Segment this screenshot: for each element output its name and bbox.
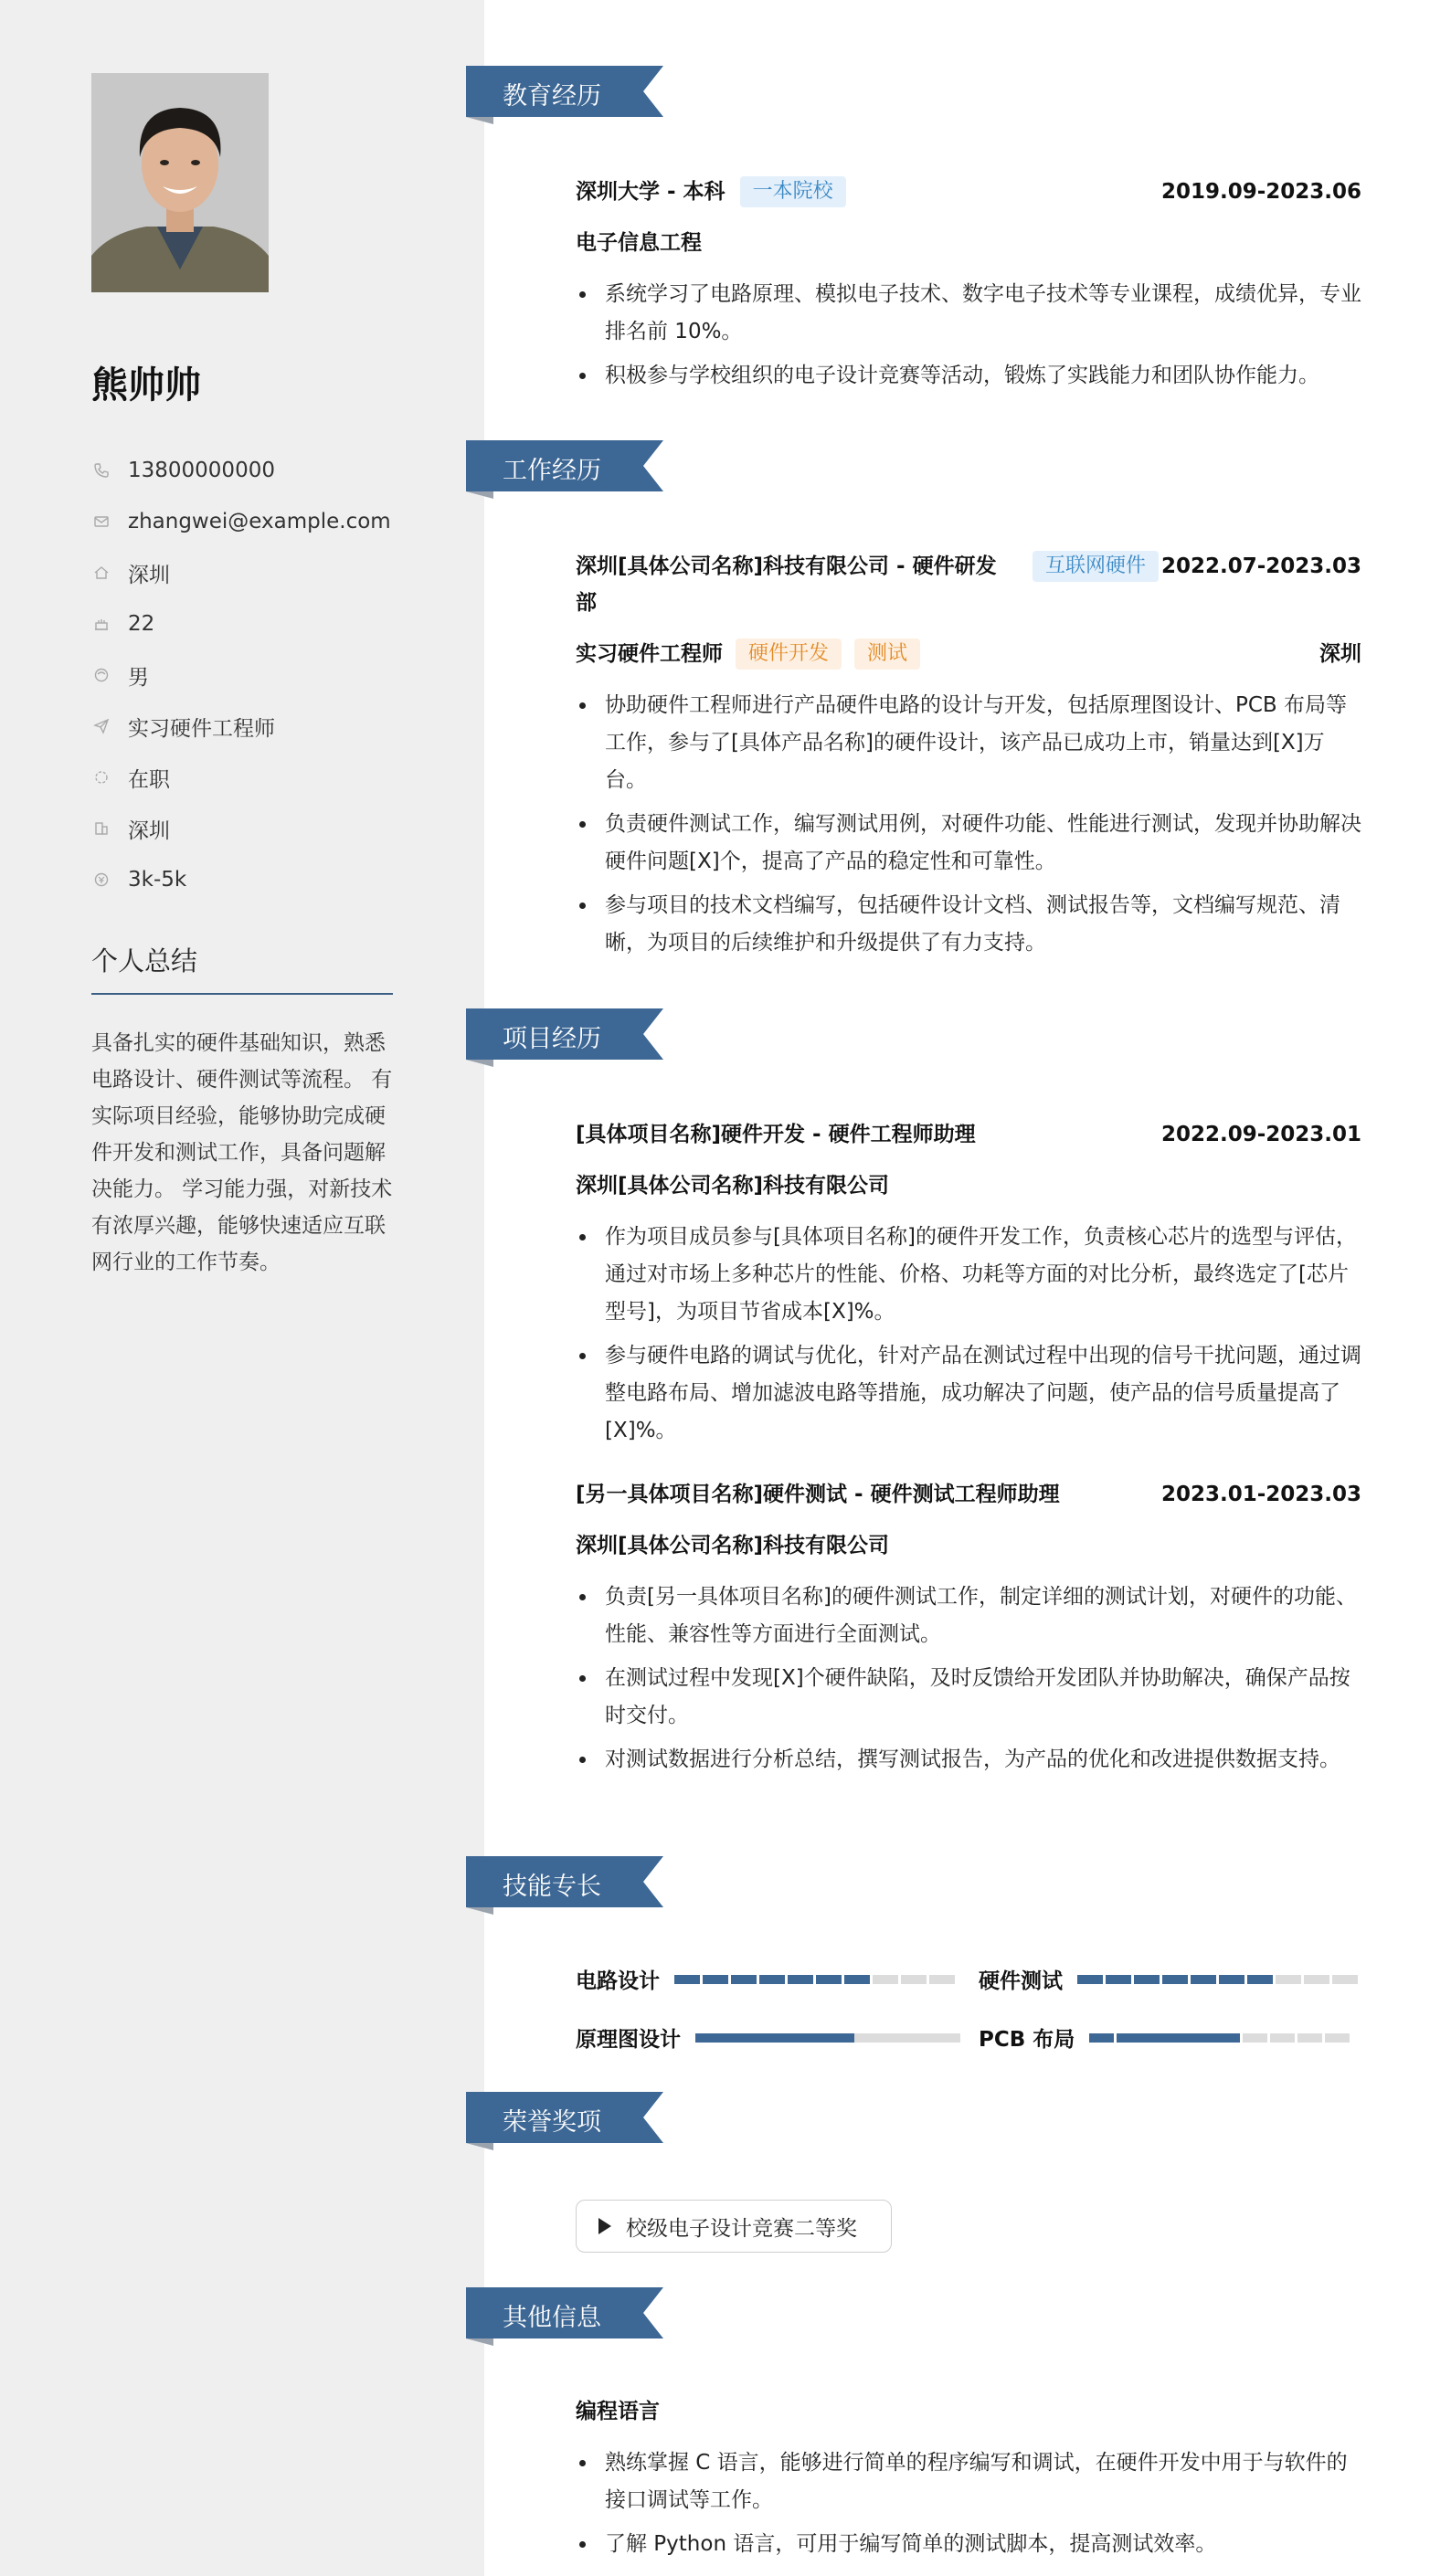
info-phone [91, 445, 391, 496]
education-bullets [576, 276, 1361, 401]
skill-bar-segment-filled [1247, 1975, 1273, 1984]
section-title-project: 项目经历 [466, 1008, 667, 1060]
section-title-skills: 技能专长 [466, 1856, 667, 1907]
cake-icon [91, 614, 111, 634]
skill-bar-segment-filled [788, 1975, 813, 1984]
other-bullets [576, 2444, 1361, 2570]
info-text: 13800000000 [128, 459, 275, 482]
skill-bar-segment-filled [1141, 2033, 1166, 2043]
info-text: 实习硬件工程师 [128, 716, 275, 741]
info-text: 男 [128, 665, 149, 690]
list-item: 在测试过程中发现[X]个硬件缺陷，及时反馈给开发团队并协助解决，确保产品按时交付。 [576, 1660, 1361, 1735]
skill-bar-segment-filled [703, 1975, 728, 1984]
info-salary [91, 854, 391, 905]
skill-bar [695, 2033, 960, 2043]
skill-bar-segment-filled [1077, 1975, 1103, 1984]
skill-bar-segment-empty [1276, 1975, 1301, 1984]
skill-bar [674, 1975, 958, 1984]
skill-item [576, 2022, 960, 2053]
skill-bar-segment-filled [759, 1975, 785, 1984]
skill-bar-segment-filled [1106, 1975, 1131, 1984]
skill-bar-segment-filled [674, 1975, 700, 1984]
skill-item [576, 1964, 958, 1994]
home-icon [91, 563, 111, 583]
project-company: 深圳[具体公司名称]科技有限公司 [576, 1534, 890, 1557]
info-age [91, 598, 391, 649]
skill-bar-segment-empty [1325, 2033, 1350, 2043]
job-role: 实习硬件工程师 [576, 642, 723, 666]
work-bullets [576, 687, 1361, 968]
building-icon [91, 818, 111, 839]
info-text: 22 [128, 612, 155, 636]
role-tag: 测试 [854, 639, 920, 670]
skill-item [979, 2022, 1352, 2053]
project-header [576, 1116, 1361, 1153]
phone-icon [91, 460, 111, 480]
work-location: 深圳 [1319, 642, 1361, 666]
candidate-name: 熊帅帅 [91, 364, 201, 406]
skill-bar-segment-empty [873, 1975, 898, 1984]
main-content [484, 0, 1451, 2576]
gender-icon [91, 665, 111, 685]
project-title: [具体项目名称]硬件开发 - 硬件工程师助理 [576, 1123, 976, 1146]
skill-bar-segment-filled [1215, 2033, 1240, 2043]
project-bullets [576, 1578, 1361, 1785]
divider [91, 993, 393, 995]
skill-name: 电路设计 [576, 1969, 660, 1993]
section-title-awards: 荣誉奖项 [466, 2092, 667, 2143]
skill-bar-segment-empty [1304, 1975, 1329, 1984]
summary-title: 个人总结 [91, 945, 198, 977]
status-icon [91, 767, 111, 787]
award-item[interactable] [576, 2200, 892, 2253]
skill-name: PCB 布局 [979, 2028, 1075, 2052]
info-gender [91, 649, 391, 701]
major: 电子信息工程 [576, 231, 702, 255]
skill-bar-segment-filled [1191, 2033, 1215, 2043]
section-title-other: 其他信息 [466, 2287, 667, 2338]
info-city [91, 547, 391, 598]
list-item: 积极参与学校组织的电子设计竞赛等活动，锻炼了实践能力和团队协作能力。 [576, 357, 1361, 395]
skill-bar-segment-empty [901, 1975, 927, 1984]
sidebar [0, 0, 484, 2576]
play-icon [598, 2218, 611, 2234]
award-text: 校级电子设计竞赛二等奖 [626, 2216, 857, 2241]
skill-bar-segment-filled [1166, 2033, 1191, 2043]
list-item: 熟练掌握 C 语言，能够进行简单的程序编写和调试，在硬件开发中用于与软件的接口调试等工作。 [576, 2444, 1361, 2519]
skill-bar-fill [695, 2033, 854, 2043]
info-text: zhangwei@example.com [128, 510, 391, 533]
skill-bar-segment-empty [1243, 2033, 1267, 2043]
contact-info-list [91, 445, 391, 905]
money-icon [91, 870, 111, 890]
info-text: 3k-5k [128, 868, 187, 892]
skill-bar-segment-filled [731, 1975, 757, 1984]
project-bullets [576, 1219, 1361, 1456]
school-tag: 一本院校 [740, 176, 846, 207]
info-status [91, 752, 391, 803]
project-title: [另一具体项目名称]硬件测试 - 硬件测试工程师助理 [576, 1483, 1060, 1506]
avatar [91, 73, 269, 292]
project-header [576, 1476, 1361, 1513]
skill-bar-segment-empty [1297, 2033, 1322, 2043]
skill-bar-segment-filled [816, 1975, 842, 1984]
other-title: 编程语言 [576, 2400, 660, 2423]
education-header [576, 174, 1361, 210]
section-title-education: 教育经历 [466, 66, 667, 117]
skill-item [979, 1964, 1361, 1994]
list-item: 系统学习了电路原理、模拟电子技术、数字电子技术等专业课程，成绩优异，专业排名前 10%。 [576, 276, 1361, 351]
list-item: 负责[另一具体项目名称]的硬件测试工作，制定详细的测试计划，对硬件的功能、性能、兼容性等方面进行全面测试。 [576, 1578, 1361, 1653]
send-icon [91, 716, 111, 736]
skill-bar-segment-filled [844, 1975, 870, 1984]
skill-name: 原理图设计 [576, 2028, 681, 2052]
education-date: 2019.09-2023.06 [1160, 180, 1361, 204]
project-date: 2022.09-2023.01 [1160, 1123, 1361, 1146]
project-company: 深圳[具体公司名称]科技有限公司 [576, 1174, 890, 1198]
project-date: 2023.01-2023.03 [1160, 1483, 1361, 1506]
info-location [91, 803, 391, 854]
list-item: 了解 Python 语言，可用于编写简单的测试脚本，提高测试效率。 [576, 2526, 1361, 2563]
skill-bar-segment-empty [1270, 2033, 1295, 2043]
info-position [91, 701, 391, 752]
list-item: 参与项目的技术文档编写，包括硬件设计文档、测试报告等，文档编写规范、清晰，为项目的后续维护和升级提供了有力支持。 [576, 887, 1361, 962]
role-tag: 硬件开发 [736, 639, 842, 670]
list-item: 参与硬件电路的调试与优化，针对产品在测试过程中出现的信号干扰问题，通过调整电路布局、增加滤波电路等措施，成功解决了问题，使产品的信号质量提高了[X]%。 [576, 1337, 1361, 1450]
skill-bar-segment-filled [1089, 2033, 1114, 2043]
skill-bar-segment-filled [1191, 1975, 1216, 1984]
skill-bar-segment-filled [1162, 1975, 1188, 1984]
info-text: 深圳 [128, 818, 170, 843]
list-item: 对测试数据进行分析总结，撰写测试报告，为产品的优化和改进提供数据支持。 [576, 1741, 1361, 1779]
industry-tag: 互联网硬件 [1033, 551, 1159, 582]
skill-bar-segment-filled [1219, 1975, 1244, 1984]
skill-bar [1089, 2033, 1352, 2043]
mail-icon [91, 512, 111, 532]
skill-bar-segment-empty [1332, 1975, 1358, 1984]
school-name: 深圳大学 - 本科 [576, 180, 726, 204]
skill-name: 硬件测试 [979, 1969, 1063, 1993]
skill-bar-track [854, 2033, 960, 2043]
company-name: 深圳[具体公司名称]科技有限公司 - 硬件研发部 [576, 554, 997, 615]
info-text: 深圳 [128, 563, 170, 587]
skill-bar-segment-filled [1134, 1975, 1160, 1984]
list-item: 负责硬件测试工作，编写测试用例，对硬件功能、性能进行测试，发现并协助解决硬件问题[X]个，提高了产品的稳定性和可靠性。 [576, 806, 1361, 881]
skill-bar-segment-empty [929, 1975, 955, 1984]
work-date: 2022.07-2023.03 [1160, 554, 1361, 578]
work-header [576, 548, 1361, 621]
section-title-work: 工作经历 [466, 440, 667, 491]
info-email [91, 496, 391, 547]
skill-bar [1077, 1975, 1361, 1984]
list-item: 作为项目成员参与[具体项目名称]的硬件开发工作，负责核心芯片的选型与评估，通过对市场上多种芯片的性能、价格、功耗等方面的对比分析，最终选定了[芯片型号]，为项目节省成本[X]%。 [576, 1219, 1361, 1331]
summary-text: 具备扎实的硬件基础知识，熟悉电路设计、硬件测试等流程。 有实际项目经验，能够协助完成硬件开发和测试工作，具备问题解决能力。 学习能力强，对新技术有浓厚兴趣，能够快速适应互联网行业的工作节奏。 [91, 1031, 393, 1274]
skill-bar-segment-filled [1117, 2033, 1141, 2043]
work-role-row [576, 636, 1361, 672]
list-item: 协助硬件工程师进行产品硬件电路的设计与开发，包括原理图设计、PCB 布局等工作，参与了[具体产品名称]的硬件设计，该产品已成功上市，销量达到[X]万台。 [576, 687, 1361, 799]
info-text: 在职 [128, 767, 170, 792]
